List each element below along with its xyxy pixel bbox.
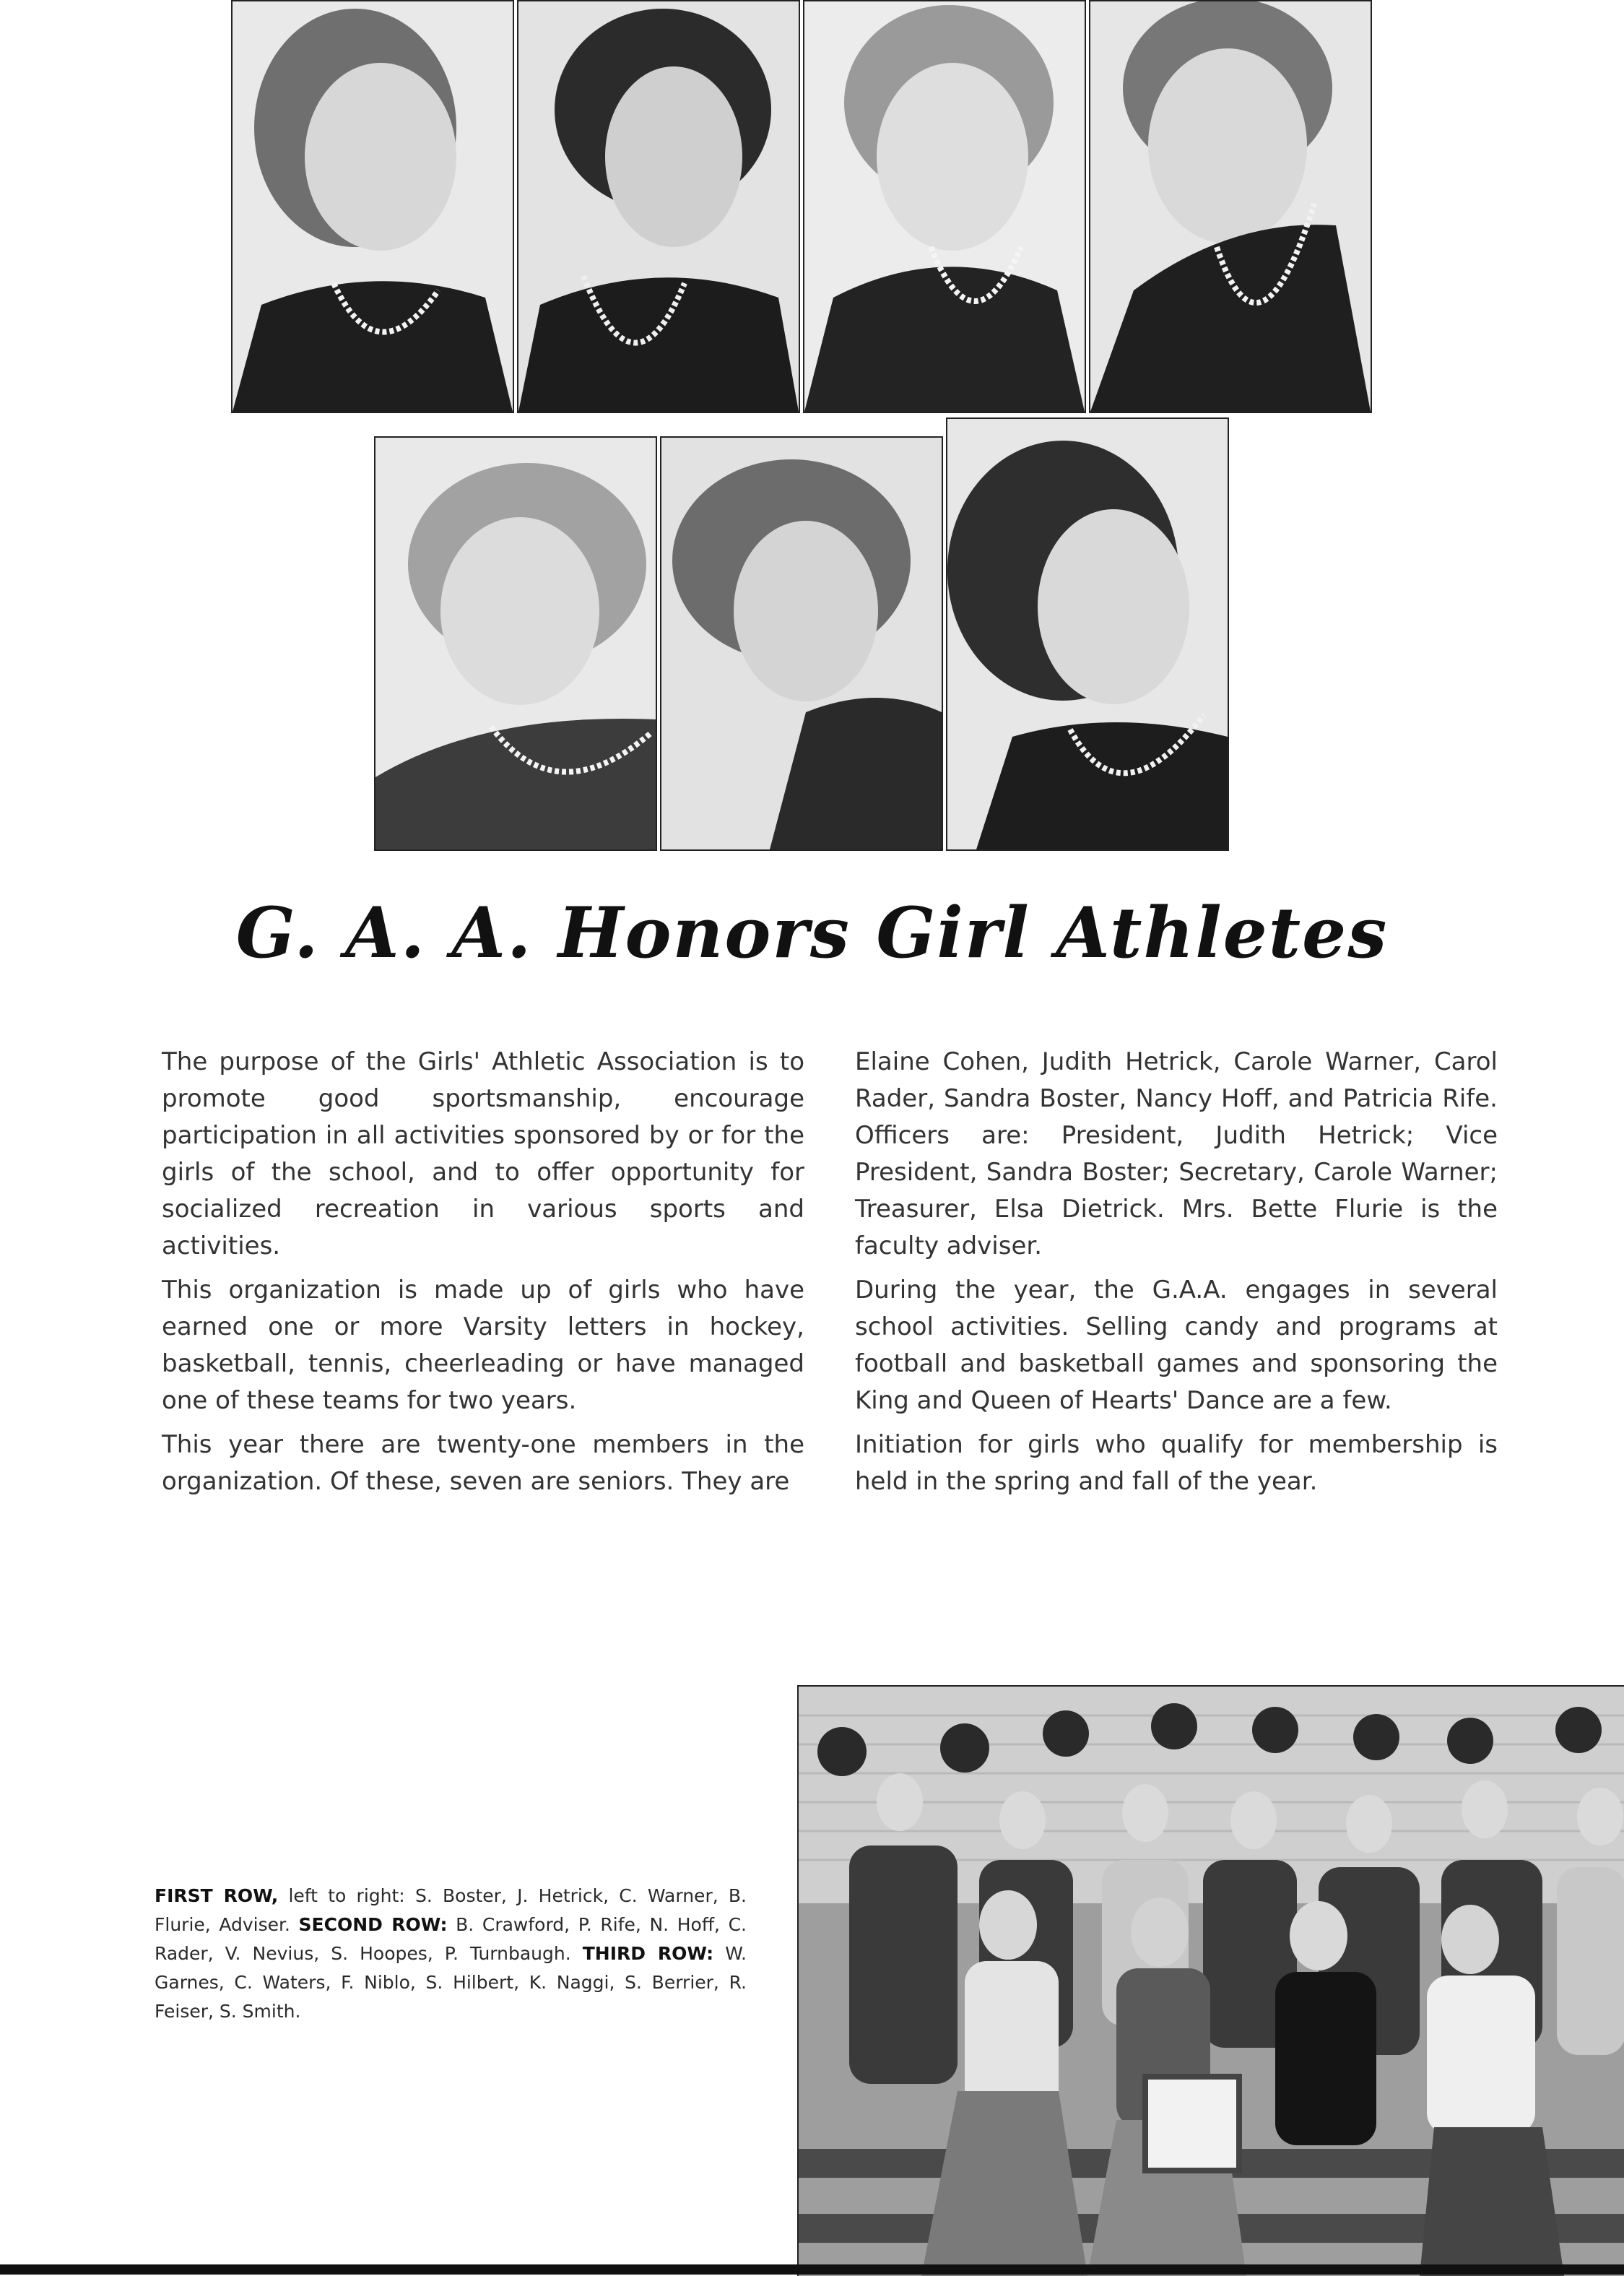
group-photo [797,1685,1624,2276]
page-title: G. A. A. Honors Girl Athletes [235,892,1389,974]
portrait-4 [1089,0,1372,413]
article-paragraph: This organization is made up of girls who have earned one or more Varsity letters in hockey, basketball, tennis, cheerleading or have managed one of these teams for two years. [162,1276,804,1415]
caption-first-row-names: left to right: S. Boster, J. Hetrick, C. Warner, B. Flurie, Adviser. [155,1885,747,1935]
caption-second-row-label: SECOND ROW: [298,1914,448,1935]
article-paragraph: The purpose of the Girls' Athletic Association is to promote good sportsmanship, encourage participation in all activities sponsored by or for the girls of the school, and to offer opportunity for socialized recreation in various sports and activities. [162,1047,804,1260]
portrait-7 [946,417,1229,851]
article-paragraph: Initiation for girls who qualify for membership is held in the spring and fall of the year. [855,1430,1498,1496]
caption-third-row-label: THIRD ROW: [582,1943,714,1964]
article-paragraph: Elaine Cohen, Judith Hetrick, Carole Warner, Carol Rader, Sandra Boster, Nancy Hoff, and Patricia Rife. Officers are: President, Judith Hetrick; Vice President, Sandra Boster; Secretary, Carole Warner; Treasurer, Elsa Dietrick. Mrs. Bette Flurie is the faculty adviser. [855,1047,1498,1260]
caption-second-row-names: B. Crawford, P. Rife, N. Hoff, C. Rader, V. Nevius, S. Hoopes, P. Turnbaugh. [155,1914,747,1964]
portrait-1 [231,0,514,413]
portrait-2 [517,0,800,413]
article-paragraph: This year there are twenty-one members in the organization. Of these, seven are seniors. They are [162,1430,804,1496]
portrait-3 [803,0,1086,413]
group-photo-caption [155,1882,747,2026]
page-bottom-rule [0,2264,1624,2275]
caption-first-row-label: FIRST ROW, [155,1885,279,1906]
article-left-column [162,1044,804,1507]
portrait-6 [660,436,943,851]
article-paragraph: During the year, the G.A.A. engages in several school activities. Selling candy and programs at football and basketball games and sponsoring the King and Queen of Hearts' Dance are a few. [855,1276,1498,1415]
caption-third-row-names: W. Garnes, C. Waters, F. Niblo, S. Hilbert, K. Naggi, S. Berrier, R. Feiser, S. Smith. [155,1943,747,2022]
article-right-column [855,1044,1498,1507]
portrait-5 [374,436,657,851]
